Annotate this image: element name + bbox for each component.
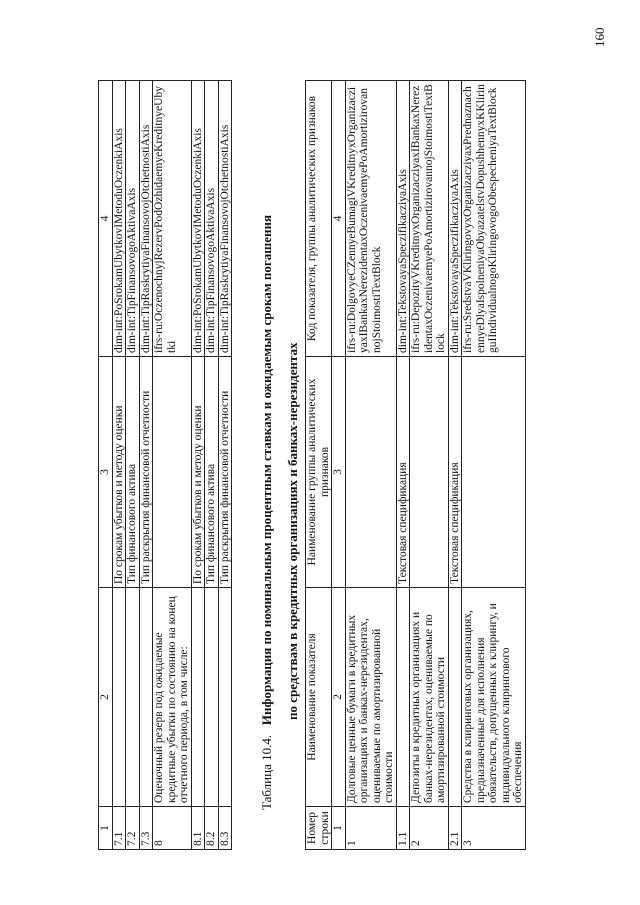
indicator-name: [112, 588, 126, 807]
indicator-name: [191, 588, 205, 807]
column-number-row: [332, 81, 346, 850]
group-name: [462, 357, 526, 588]
indicator-name: [396, 588, 410, 807]
row-number: 1.1: [396, 807, 410, 850]
indicator-name: Оценочный резерв под ожидаемые кредитные убытки по состоянию на конец отчетного периода, в том числе:: [153, 588, 192, 807]
row-number: 8.1: [191, 807, 205, 850]
indicator-code: dim-int:PoSrokamUbytkovIMetoduOczenkiAxis: [191, 81, 205, 357]
table-row: [205, 81, 219, 850]
table-row: [448, 81, 462, 850]
group-name: [153, 357, 192, 588]
top-col-2: 2: [99, 588, 113, 807]
table-row: [345, 81, 396, 850]
header-indicator-code: Код показателя, группы аналитических признаков: [306, 81, 332, 357]
col-number-4: 4: [332, 81, 346, 357]
col-number-1: 1: [332, 807, 346, 850]
table-label: Таблица 10.4.: [259, 734, 274, 810]
indicator-name: [205, 588, 219, 807]
col-number-3: 3: [332, 357, 346, 588]
indicator-name: [139, 588, 153, 807]
table-title-line-1: Информация по номинальным процентным ставкам и ожидаемым срокам погашения: [259, 214, 274, 726]
indicator-code: dim-int:TekstovayaSpeczifikacziyaAxis: [448, 81, 462, 357]
table-row: [191, 81, 205, 850]
row-number: 2.1: [448, 807, 462, 850]
group-name: [345, 357, 396, 588]
table-row: [112, 81, 126, 850]
indicator-name: [218, 588, 232, 807]
group-name: Тип финансового актива: [126, 357, 140, 588]
group-name: Текстовая спецификация: [396, 357, 410, 588]
indicator-code: ifrs-ru:SredstvaVKliringovyxOrganizacziyaxPrednaznachennyeDlyaIspolneniyaObyazatelstvDopushhennyxKKliringuIIndividualnogoKliringovogoObespecheniyaTextBlock: [462, 81, 526, 357]
page-number: 160: [592, 27, 607, 47]
group-name: Тип финансового актива: [205, 357, 219, 588]
indicator-name: Долговые ценные бумаги в кредитных организациях и банках-нерезидентах, оцениваемые по амортизированной стоимости: [345, 588, 396, 807]
group-name: По срокам убытков и методу оценки: [112, 357, 126, 588]
table-row: [218, 81, 232, 850]
row-number: 8: [153, 807, 192, 850]
header-group-name: Наименование группы аналитических признаков: [306, 357, 332, 588]
row-number: 7.2: [126, 807, 140, 850]
group-name: Текстовая спецификация: [448, 357, 462, 588]
indicator-code: dim-int:TekstovayaSpeczifikacziyaAxis: [396, 81, 410, 357]
row-number: 7.3: [139, 807, 153, 850]
indicator-code: ifrs-ru:DepozityVKreditnyxOrganizacziyaxIBankaxNerezidentaxOczenivaemyePoAmortizirovannojStoimostiTextBlock: [410, 81, 449, 357]
group-name: Тип раскрытия финансовой отчетности: [139, 357, 153, 588]
indicator-name: Депозиты в кредитных организациях и банках-нерезидентах, оцениваемые по амортизированной стоимости: [410, 588, 449, 807]
table-caption: [258, 50, 302, 810]
top-continuation-table: [98, 80, 232, 850]
table-row: [410, 81, 449, 850]
top-col-4: 4: [99, 81, 113, 357]
indicator-code: ifrs-ru:DolgovyeCZennyeBumagiVKreditnyxOrganizacziyaxIBankaxNerezidentaxOczenivaemyePoAmortizirovannojStoimostiTextBlock: [345, 81, 396, 357]
row-number: 2: [410, 807, 449, 850]
header-row-number: Номер строки: [306, 807, 332, 850]
row-number: 1: [345, 807, 396, 850]
row-number: 7.1: [112, 807, 126, 850]
group-name: По срокам убытков и методу оценки: [191, 357, 205, 588]
table-row: [139, 81, 153, 850]
indicator-code: ifrs-ru:OczenochnyjRezervPodOzhidaemyeKreditnyeUbytki: [153, 81, 192, 357]
header-indicator-name: Наименование показателя: [306, 588, 332, 807]
group-name: [410, 357, 449, 588]
row-number: 8.2: [205, 807, 219, 850]
top-col-1: 1: [99, 807, 113, 850]
indicator-code: dim-int:TipFinansovogoAktivaAxis: [205, 81, 219, 357]
indicator-code: dim-int:PoSrokamUbytkovIMetoduOczenkiAxis: [112, 81, 126, 357]
table-title-line-2: по средствам в кредитных организациях и банках-нерезидентах: [285, 342, 300, 720]
row-number: 3: [462, 807, 526, 850]
column-header-row: [306, 81, 332, 850]
table-row: [396, 81, 410, 850]
top-col-3: 3: [99, 357, 113, 588]
indicator-name: [448, 588, 462, 807]
row-number: 8.3: [218, 807, 232, 850]
group-name: Тип раскрытия финансовой отчетности: [218, 357, 232, 588]
indicator-name: [126, 588, 140, 807]
indicator-code: dim-int:TipRaskrytiyaFinansovojOtchetnostiAxis: [139, 81, 153, 357]
table-row: [153, 81, 192, 850]
interest-rates-table: [305, 80, 526, 850]
indicator-code: dim-int:TipRaskrytiyaFinansovojOtchetnostiAxis: [218, 81, 232, 357]
table-row: [462, 81, 526, 850]
top-table-number-row: [99, 81, 113, 850]
indicator-code: dim-int:TipFinansovogoAktivaAxis: [126, 81, 140, 357]
indicator-name: Средства в клиринговых организациях, предназначенные для исполнения обязательств, допущенных к клирингу, и индивидуального клирингового обеспечения: [462, 588, 526, 807]
table-row: [126, 81, 140, 850]
col-number-2: 2: [332, 588, 346, 807]
